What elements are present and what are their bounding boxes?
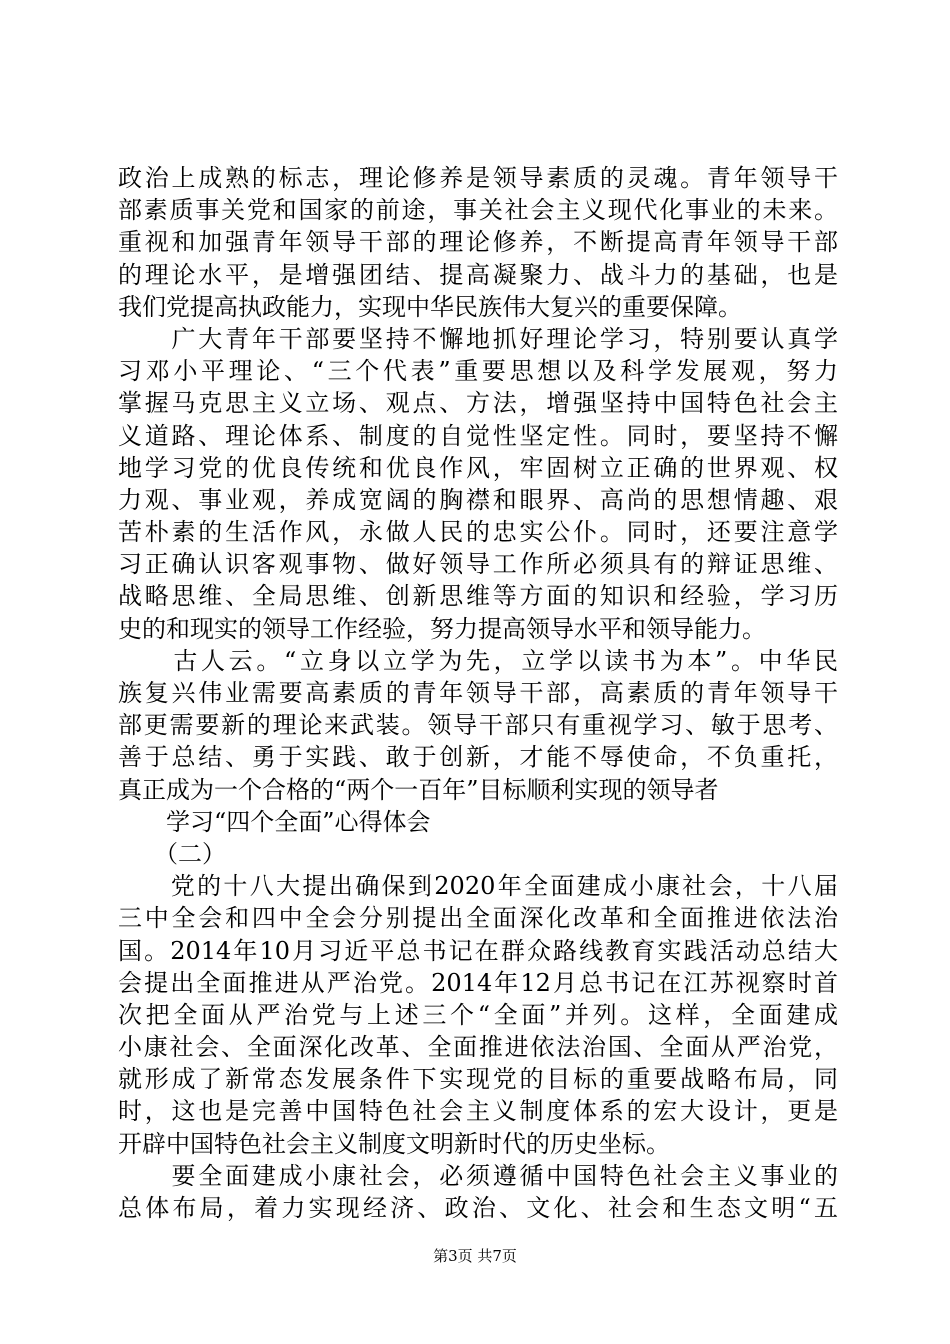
text-line: 时，这也是完善中国特色社会主义制度体系的宏大设计，更是: [118, 1097, 838, 1126]
text-line: 部素质事关党和国家的前途，事关社会主义现代化事业的未来。: [118, 196, 838, 225]
text-line: 习正确认识客观事物、做好领导工作所必须具有的辩证思维、: [118, 550, 838, 579]
text-line: 我们党提高执政能力，实现中华民族伟大复兴的重要保障。: [118, 292, 742, 321]
text-line: 党的十八大提出确保到2020年全面建成小康社会，十八届: [118, 872, 838, 901]
text-line: 重视和加强青年领导干部的理论修养，不断提高青年领导干部: [118, 228, 838, 257]
text-line: 苦朴素的生活作风，永做人民的忠实公仆。同时，还要注意学: [118, 518, 838, 547]
text-line: 广大青年干部要坚持不懈地抓好理论学习，特别要认真学: [118, 324, 838, 353]
text-line: 善于总结、勇于实践、敢于创新，才能不辱使命，不负重托，: [118, 743, 838, 772]
text-line: 掌握马克思主义立场、观点、方法，增强坚持中国特色社会主: [118, 389, 838, 418]
text-line: 总体布局，着力实现经济、政治、文化、社会和生态文明“五: [118, 1194, 838, 1222]
text-line: 次把全面从严治党与上述三个“全面”并列。这样，全面建成: [118, 1000, 838, 1029]
text-line: 力观、事业观，养成宽阔的胸襟和眼界、高尚的思想情趣、艰: [118, 485, 838, 514]
text-line: 族复兴伟业需要高素质的青年领导干部，高素质的青年领导干: [118, 679, 838, 707]
text-line: 真正成为一个合格的“两个一百年”目标顺利实现的领导者: [118, 775, 719, 804]
page-footer: 第3页 共7页: [433, 1247, 517, 1265]
text-line: 战略思维、全局思维、创新思维等方面的知识和经验，学习历: [118, 582, 838, 611]
text-line: 地学习党的优良传统和优良作风，牢固树立正确的世界观、权: [118, 453, 838, 482]
text-line: 义道路、理论体系、制度的自觉性坚定性。同时，要坚持不懈: [118, 421, 838, 450]
text-line: 就形成了新常态发展条件下实现党的目标的重要战略布局，同: [118, 1065, 838, 1094]
text-line: 要全面建成小康社会，必须遵循中国特色社会主义事业的: [118, 1161, 838, 1190]
section-number: （二）: [118, 839, 226, 868]
text-line: 会提出全面推进从严治党。2014年12月总书记在江苏视察时首: [118, 968, 838, 997]
text-line: 三中全会和四中全会分别提出全面深化改革和全面推进依法治: [118, 904, 838, 933]
text-line: 古人云。“立身以立学为先，立学以读书为本”。中华民: [118, 646, 838, 675]
text-line: 的理论水平，是增强团结、提高凝聚力、战斗力的基础，也是: [118, 260, 838, 289]
text-line: 习邓小平理论、“三个代表”重要思想以及科学发展观，努力: [118, 357, 838, 386]
text-line: 国。2014年10月习近平总书记在群众路线教育实践活动总结大: [118, 936, 838, 965]
text-line: 部更需要新的理论来武装。领导干部只有重视学习、敏于思考、: [118, 711, 838, 740]
text-line: 史的和现实的领导工作经验，努力提高领导水平和领导能力。: [118, 614, 766, 643]
text-line: 小康社会、全面深化改革、全面推进依法治国、全面从严治党，: [118, 1033, 838, 1062]
text-line: 政治上成熟的标志，理论修养是领导素质的灵魂。青年领导干: [118, 164, 838, 192]
text-line: 开辟中国特色社会主义制度文明新时代的历史坐标。: [118, 1129, 670, 1158]
body-text: [118, 162, 838, 1224]
section-heading: 学习“四个全面”心得体会: [118, 807, 431, 836]
